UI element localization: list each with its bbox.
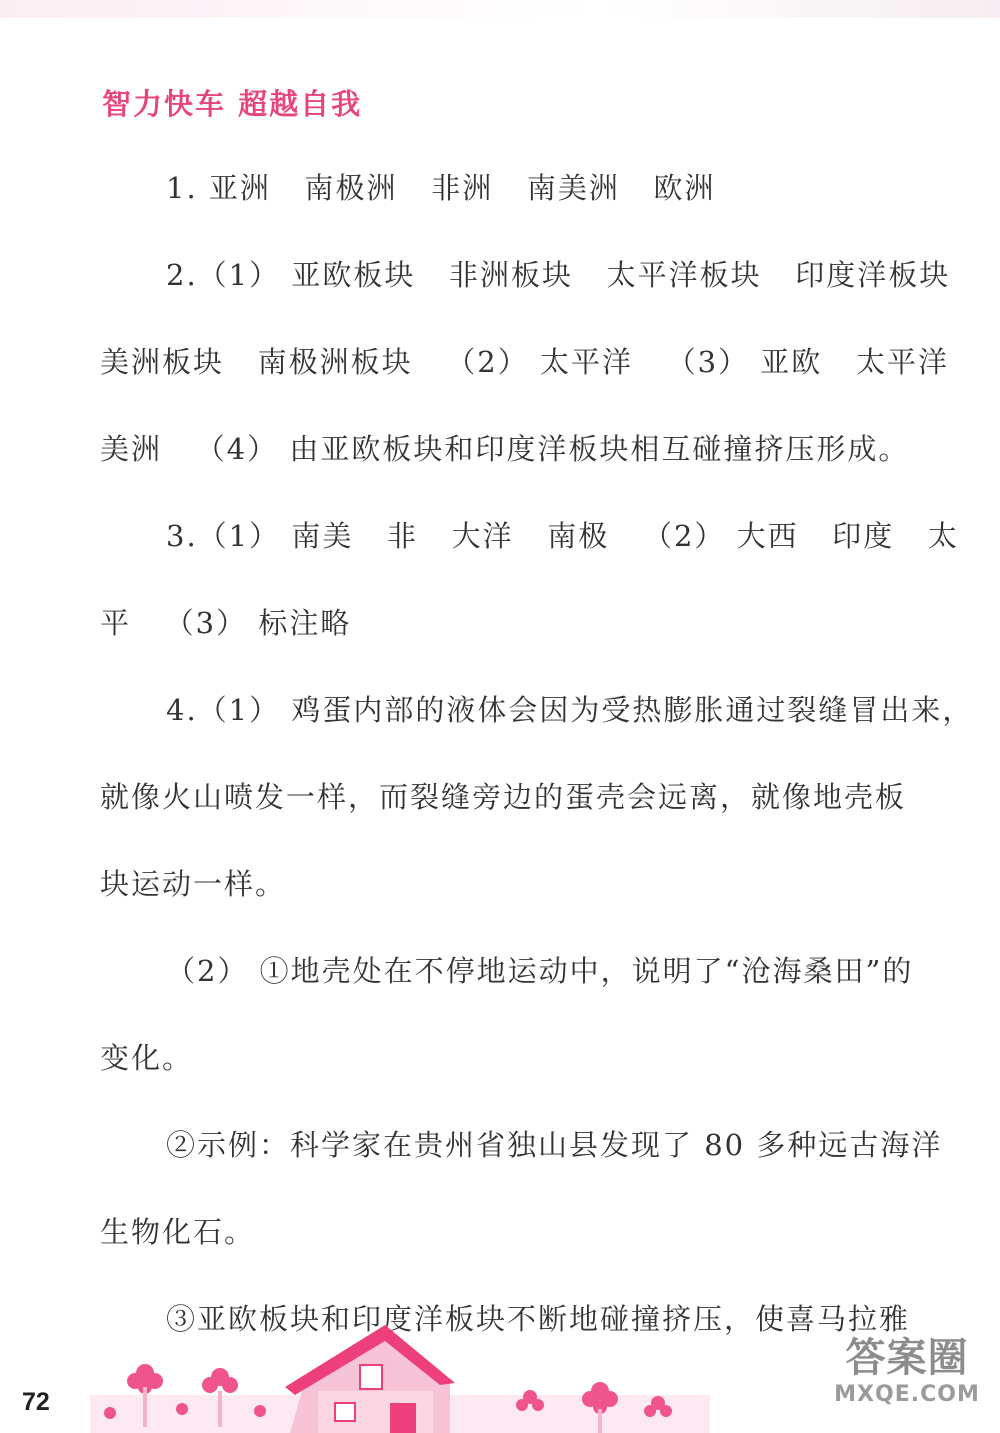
section-title: 智力快车 超越自我 — [102, 87, 363, 121]
answer-line: 1. 亚洲 南极洲 非洲 南美洲 欧洲 — [166, 171, 716, 205]
answer-line: 2.（1） 亚欧板块 非洲板块 太平洋板块 印度洋板块 — [166, 258, 951, 292]
top-edge-strip — [0, 0, 1000, 18]
answer-line: 美洲 （4） 由亚欧板块和印度洋板块相互碰撞挤压形成。 — [100, 432, 910, 466]
answer-line: 就像火山喷发一样，而裂缝旁边的蛋壳会远离，就像地壳板 — [100, 780, 907, 814]
watermark-bottom-text: MXQE.COM — [834, 1382, 980, 1407]
watermark-logo — [822, 1335, 992, 1425]
page-number: 72 — [22, 1388, 50, 1416]
answer-line: ③亚欧板块和印度洋板块不断地碰撞挤压，使喜马拉雅 — [166, 1302, 911, 1336]
answer-line: 平 （3） 标注略 — [100, 606, 352, 640]
answer-line: （2） ①地壳处在不停地运动中，说明了“沧海桑田”的 — [166, 954, 914, 988]
house-flowers-illustration — [90, 1325, 710, 1433]
answer-line: 美洲板块 南极洲板块 （2） 太平洋 （3） 亚欧 太平洋 — [100, 345, 949, 379]
answer-line: 4.（1） 鸡蛋内部的液体会因为受热膨胀通过裂缝冒出来， — [166, 693, 974, 727]
answer-line: 块运动一样。 — [100, 867, 287, 901]
answer-line: 变化。 — [100, 1041, 194, 1075]
answer-line: 3.（1） 南美 非 大洋 南极 （2） 大西 印度 太 — [166, 519, 959, 553]
watermark-top-text: 答案圈 — [845, 1335, 969, 1381]
answer-line: 生物化石。 — [100, 1215, 256, 1249]
answer-line: ②示例：科学家在贵州省独山县发现了 80 多种远古海洋 — [166, 1128, 943, 1162]
house-icon — [285, 1325, 455, 1433]
